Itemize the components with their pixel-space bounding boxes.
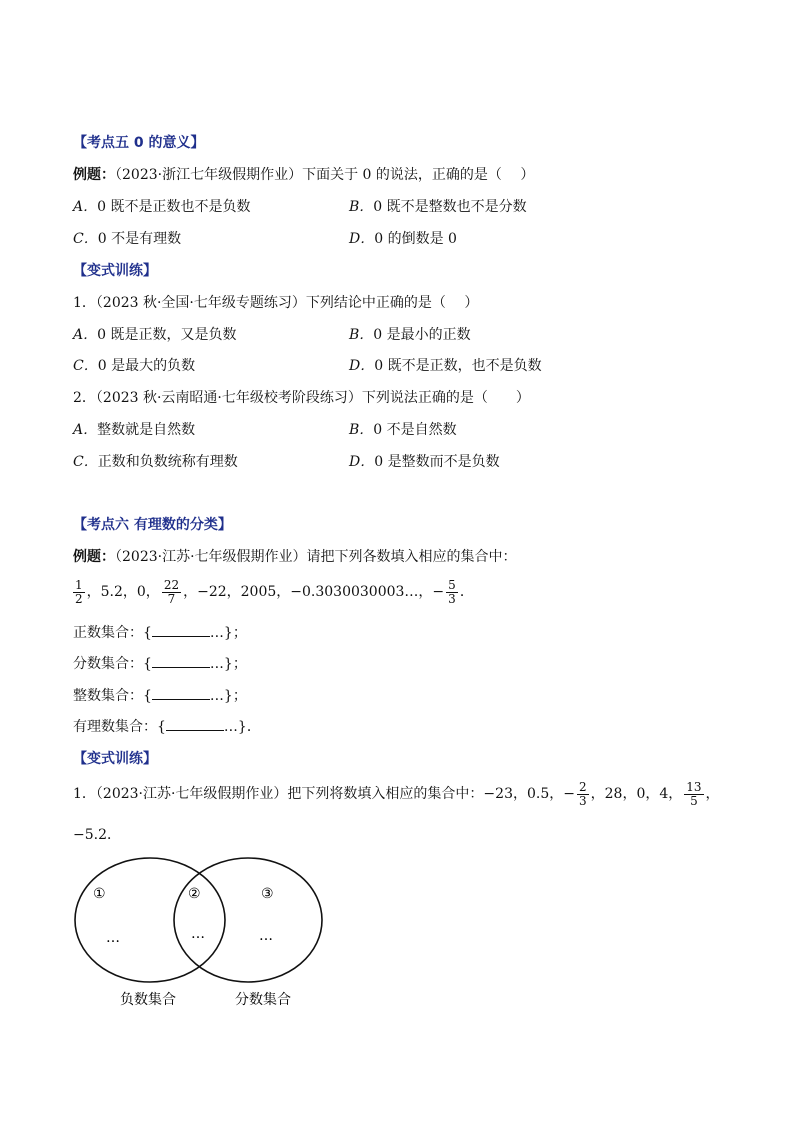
example-label: 例题：	[73, 167, 115, 183]
option-a: A．0 既不是正数也不是负数	[73, 199, 251, 215]
question-1: 1．（2023 秋·全国·七年级专题练习）下列结论中正确的是（ ）	[73, 295, 479, 311]
training-heading-2: 【变式训练】	[73, 751, 157, 767]
example-zero	[73, 166, 534, 184]
question-2: 2．（2023 秋·云南昭通·七年级校考阶段练习）下列说法正确的是（ ）	[73, 390, 530, 406]
region-2-dots: …	[191, 926, 205, 942]
region-3-label: ③	[261, 886, 274, 902]
section-heading-classification: 【考点六 有理数的分类】	[73, 517, 232, 533]
q2-option-c: C．正数和负数统称有理数	[73, 454, 238, 470]
set-fraction: 分数集合：{ …}；	[73, 656, 247, 672]
training-question-1: 1．（2023·江苏·七年级假期作业）把下列将数填入相应的集合中：−23，0.5，− $\frac{2}{3}$ ，28，0，4， $\frac{13}{5}$ ，	[73, 779, 720, 808]
q1-option-d: D．0 既不是正数，也不是负数	[349, 358, 542, 374]
answer-blank[interactable]	[152, 624, 210, 637]
negative-set-circle	[75, 858, 225, 982]
option-b: B．0 既不是整数也不是分数	[349, 199, 527, 215]
fraction-half: $\frac{1}{2}$	[75, 577, 83, 606]
example-classification	[73, 548, 517, 566]
q1-option-b: B．0 是最小的正数	[349, 327, 471, 343]
set-integer: 整数集合：{ …}；	[73, 688, 247, 704]
answer-blank[interactable]	[166, 718, 224, 731]
set-positive: 正数集合：{ …}；	[73, 625, 247, 641]
section-heading-zero: 【考点五 0 的意义】	[73, 135, 205, 151]
fraction-set-label: 分数集合	[235, 992, 291, 1008]
fraction-2-3: $\frac{2}{3}$	[578, 779, 587, 808]
fraction-5-3: $\frac{5}{3}$	[448, 577, 456, 606]
training-question-1-line2: −5.2．	[73, 827, 121, 843]
region-1-label: ①	[93, 886, 106, 902]
fraction-13-5: $\frac{13}{5}$	[686, 779, 702, 808]
answer-blank[interactable]	[152, 687, 210, 700]
q1-option-a: A．0 既是正数，又是负数	[73, 327, 237, 343]
answer-blank[interactable]	[152, 655, 210, 668]
negative-set-label: 负数集合	[120, 992, 176, 1008]
q2-option-a: A．整数就是自然数	[73, 422, 196, 438]
q2-option-d: D．0 是整数而不是负数	[349, 454, 500, 470]
option-c: C．0 不是有理数	[73, 231, 182, 247]
example-text: （2023·浙江七年级假期作业）下面关于 0 的说法，正确的是（ ）	[115, 167, 535, 183]
example-label: 例题：	[73, 549, 115, 565]
q1-option-c: C．0 是最大的负数	[73, 358, 196, 374]
region-1-dots: …	[106, 930, 120, 946]
region-3-dots: …	[259, 928, 273, 944]
option-d: D．0 的倒数是 0	[349, 231, 457, 247]
region-2-label: ②	[188, 886, 201, 902]
number-list: $\frac{1}{2}$ ，5.2，0， $\frac{22}{7}$ ，−22，2005，−0.3030030003…，− $\frac{5}{3}$ ．	[75, 577, 474, 606]
training-heading: 【变式训练】	[73, 263, 157, 279]
venn-diagram	[60, 850, 340, 1020]
set-rational: 有理数集合：{ …}．	[73, 719, 261, 735]
q2-option-b: B．0 不是自然数	[349, 422, 457, 438]
fraction-set-circle	[174, 858, 322, 982]
fraction-22-7: $\frac{22}{7}$	[163, 577, 180, 606]
example-text: （2023·江苏·七年级假期作业）请把下列各数填入相应的集合中：	[115, 549, 517, 565]
